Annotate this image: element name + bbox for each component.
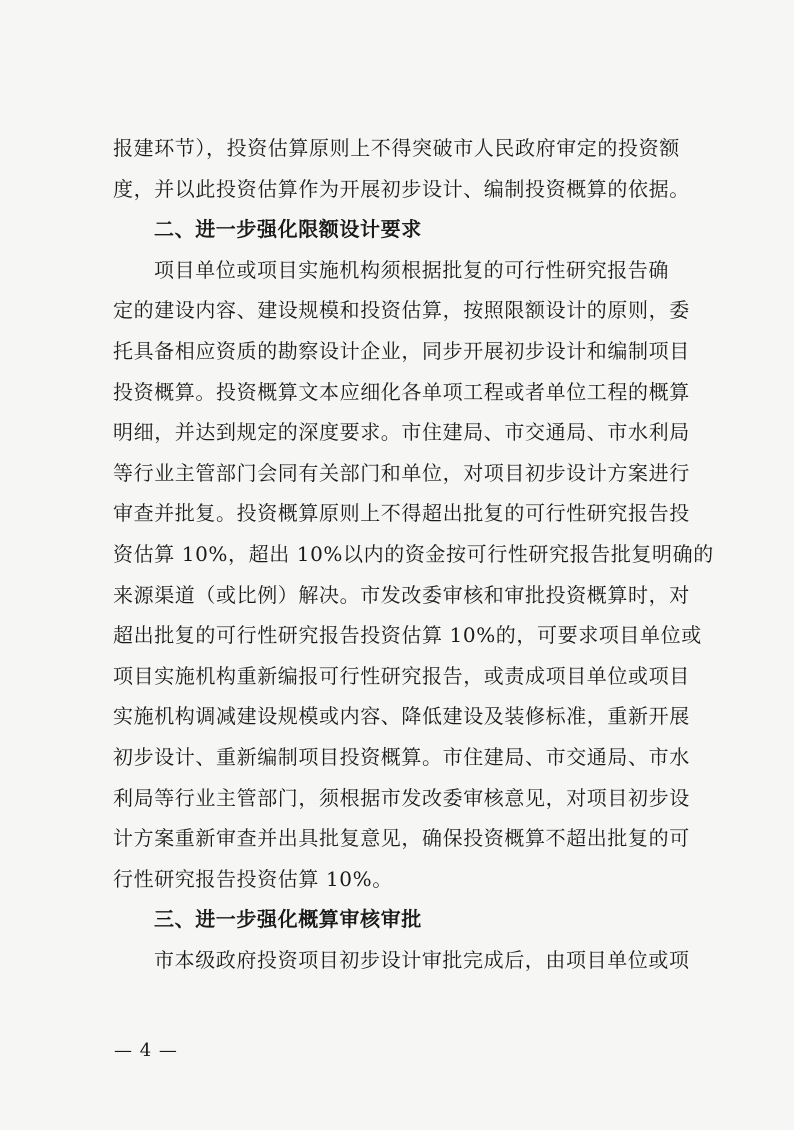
text-line: 来源渠道（或比例）解决。市发改委审核和审批投资概算时，对 xyxy=(113,582,690,607)
text-line: 市本级政府投资项目初步设计审批完成后，由项目单位或项 xyxy=(154,947,690,972)
text-line: 项目单位或项目实施机构须根据批复的可行性研究报告确 xyxy=(154,257,669,282)
text-line: 审查并批复。投资概算原则上不得超出批复的可行性研究报告投 xyxy=(113,501,690,526)
text-line: 明细，并达到规定的深度要求。市住建局、市交通局、市水利局 xyxy=(113,420,690,445)
text-line: 行性研究报告投资估算 10%。 xyxy=(113,866,393,891)
text-line: 初步设计、重新编制项目投资概算。市住建局、市交通局、市水 xyxy=(113,744,690,769)
text-line: 计方案重新审查并出具批复意见，确保投资概算不超出批复的可 xyxy=(113,826,690,851)
text-line: 度，并以此投资估算作为开展初步设计、编制投资概算的依据。 xyxy=(113,176,690,201)
section-heading-2: 二、进一步强化限额设计要求 xyxy=(154,217,422,242)
text-line: 等行业主管部门会同有关部门和单位，对项目初步设计方案进行 xyxy=(113,460,690,485)
text-line: 投资概算。投资概算文本应细化各单项工程或者单位工程的概算 xyxy=(113,379,690,404)
text-line: 超出批复的可行性研究报告投资估算 10%的，可要求项目单位或 xyxy=(113,623,702,648)
text-line: 资估算 10%，超出 10%以内的资金按可行性研究报告批复明确的 xyxy=(113,541,714,566)
text-line: 项目实施机构重新编报可行性研究报告，或责成项目单位或项目 xyxy=(113,663,690,688)
page-number: — 4 — xyxy=(114,1040,178,1061)
section-heading-3: 三、进一步强化概算审核审批 xyxy=(154,907,422,932)
body-text xyxy=(113,128,714,980)
text-line: 托具备相应资质的勘察设计企业，同步开展初步设计和编制项目 xyxy=(113,338,690,363)
text-line: 定的建设内容、建设规模和投资估算，按照限额设计的原则，委 xyxy=(113,298,690,323)
text-line: 利局等行业主管部门，须根据市发改委审核意见，对项目初步设 xyxy=(113,785,690,810)
text-line: 报建环节），投资估算原则上不得突破市人民政府审定的投资额 xyxy=(113,136,680,160)
text-line: 实施机构调减建设规模或内容、降低建设及装修标准，重新开展 xyxy=(113,704,690,729)
